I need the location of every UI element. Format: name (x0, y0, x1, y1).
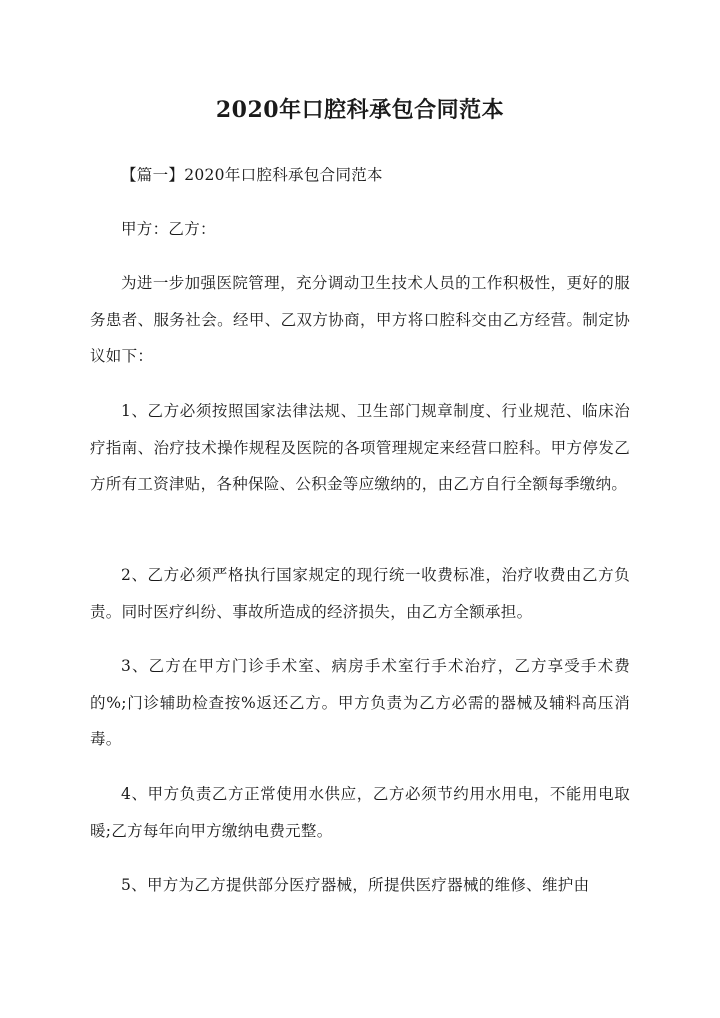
clause-1: 1、乙方必须按照国家法律法规、卫生部门规章制度、行业规范、临床治疗指南、治疗技术操作规程及医院的各项管理规定来经营口腔科。甲方停发乙方所有工资津贴，各种保险、公积金等应缴纳的，由乙方自行全额每季缴纳。 (90, 402, 630, 493)
clause-5: 5、甲方为乙方提供部分医疗器械，所提供医疗器械的维修、维护由 (121, 876, 590, 894)
clause-4: 4、甲方负责乙方正常使用水供应，乙方必须节约用水用电，不能用电取暖;乙方每年向甲方缴纳电费元整。 (90, 785, 630, 840)
document-title: 2020年口腔科承包合同范本 (215, 97, 505, 123)
parties-line: 甲方：乙方： (121, 220, 216, 238)
clause-3: 3、乙方在甲方门诊手术室、病房手术室行手术治疗，乙方享受手术费的%;门诊辅助检查按%返还乙方。甲方负责为乙方必需的器械及辅料高压消毒。 (90, 657, 630, 748)
clause-2: 2、乙方必须严格执行国家规定的现行统一收费标准，治疗收费由乙方负责。同时医疗纠纷、事故所造成的经济损失，由乙方全额承担。 (90, 566, 630, 621)
section-heading: 【篇一】2020年口腔科承包合同范本 (121, 166, 383, 184)
intro-paragraph: 为进一步加强医院管理，充分调动卫生技术人员的工作积极性，更好的服务患者、服务社会。经甲、乙双方协商，甲方将口腔科交由乙方经营。制定协议如下： (90, 274, 630, 365)
